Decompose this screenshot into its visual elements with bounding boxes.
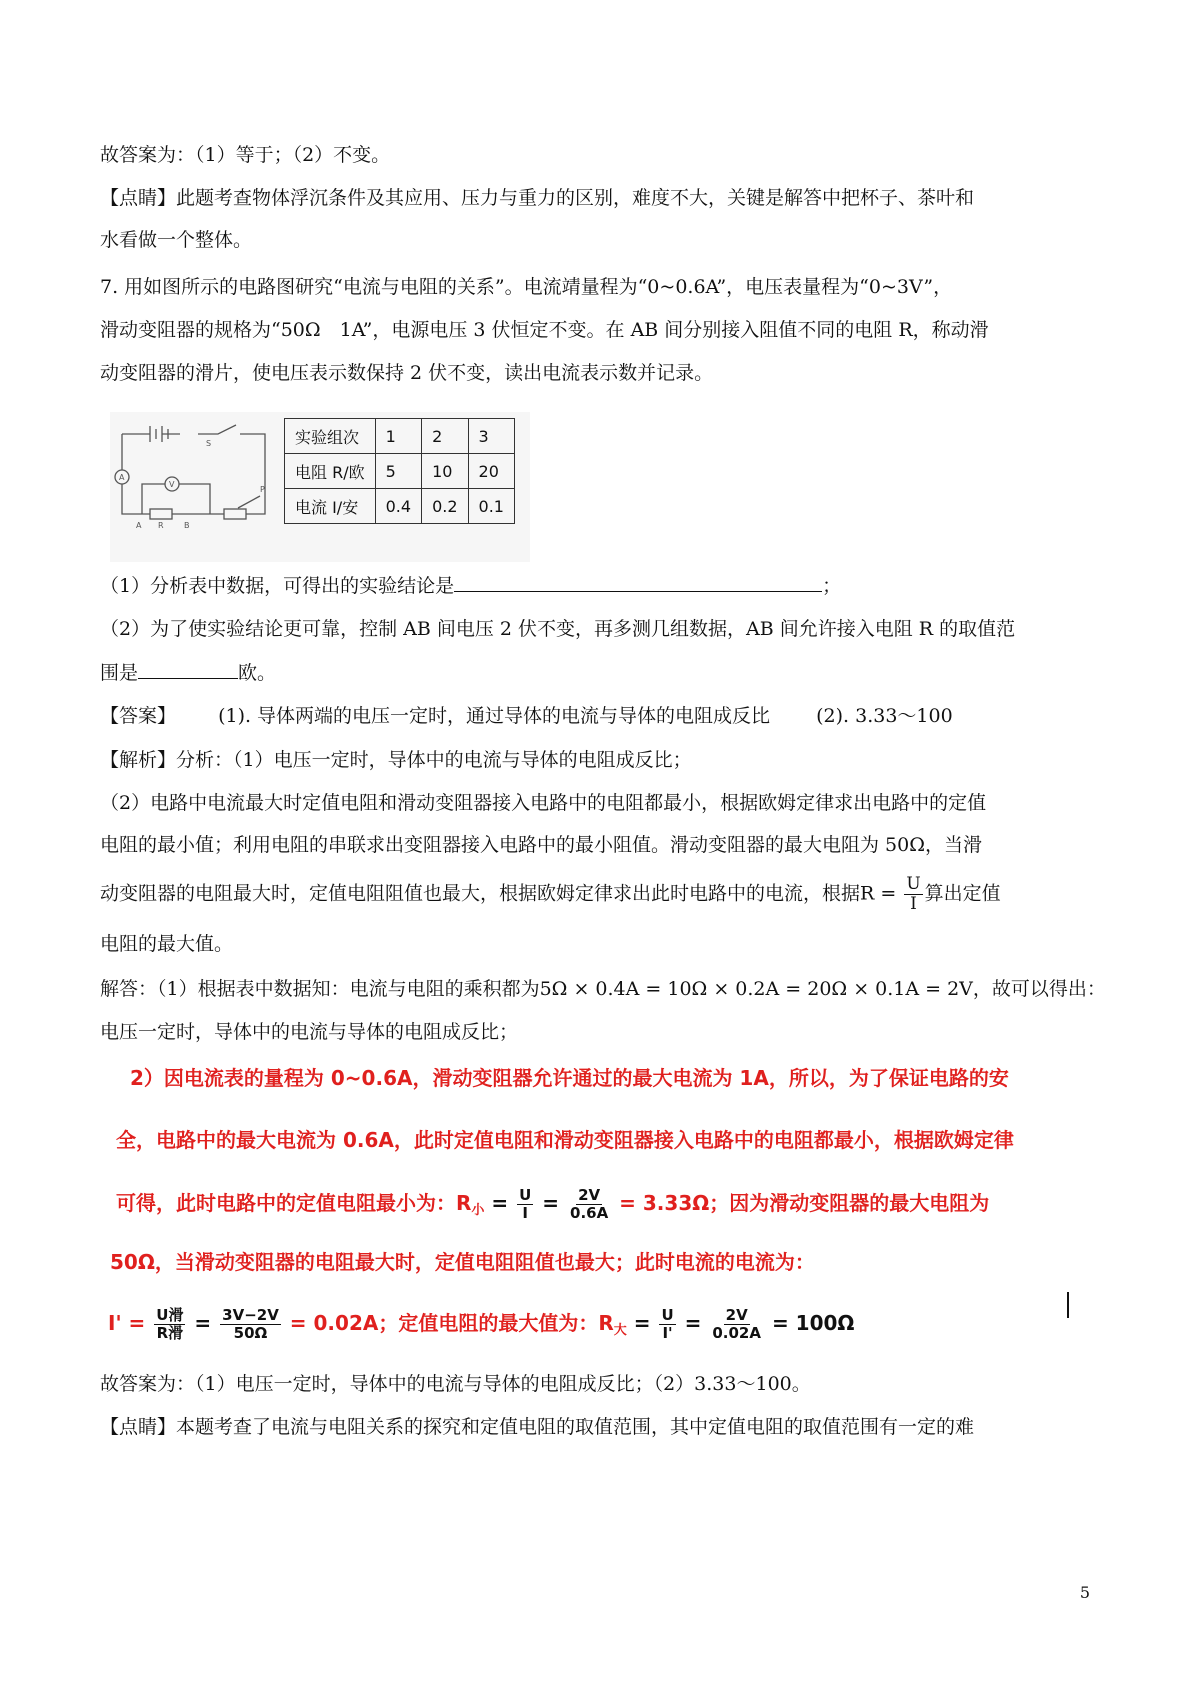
subquestion-1-text: （1）分析表中数据，可得出的实验结论是 <box>100 575 455 597</box>
red-line-5-sub: 大 <box>613 1323 627 1338</box>
subquestion-2-line-1: （2）为了使实验结论更可靠，控制 AB 间电压 2 伏不变，再多测几组数据，AB 间允许接入电阻 R 的取值范 <box>100 618 1016 640</box>
question-7-line-3: 动变阻器的滑片，使电压表示数保持 2 伏不变，读出电流表示数并记录。 <box>100 362 714 384</box>
slider-label: P <box>260 485 265 494</box>
red-line-5-pre: I' = <box>108 1311 146 1335</box>
fraction <box>659 1308 675 1341</box>
question-7-line-1: 7. 用如图所示的电路图研究“电流与电阻的关系”。电流靖量程为“0~0.6A”，电压表量程为“0~3V”， <box>100 276 953 298</box>
solution-line-2: 电压一定时，导体中的电流与导体的电阻成反比； <box>100 1021 519 1043</box>
fraction-denominator: I <box>522 1204 529 1222</box>
subquestion-2-pre: 围是 <box>100 662 139 684</box>
fraction <box>517 1188 533 1221</box>
page-number: 5 <box>1079 1583 1090 1602</box>
fraction-numerator: U <box>906 874 921 894</box>
answer-blank-2 <box>138 660 238 679</box>
red-line-3-sub: 小 <box>471 1203 485 1218</box>
table-cell: 0.2 <box>422 489 468 524</box>
fraction <box>220 1308 281 1341</box>
answer-blank-1 <box>454 573 822 592</box>
table-row <box>285 489 515 524</box>
analysis-line-4-text: 动变阻器的电阻最大时，定值电阻阻值也最大，根据欧姆定律求出此时电路中的电流，根据 <box>100 882 861 905</box>
ohm-formula-label: R = <box>860 882 897 905</box>
answer-line: 故答案为：（1）等于；（2）不变。 <box>100 144 391 166</box>
fraction <box>568 1188 610 1221</box>
fraction-numerator: 2V <box>725 1306 748 1324</box>
final-answer-line: 故答案为：（1）电压一定时，导体中的电流与导体的电阻成反比；（2）3.33～100。 <box>100 1373 811 1395</box>
answer-row <box>100 704 953 728</box>
fraction-numerator: 2V <box>578 1186 601 1204</box>
table-cell: 3 <box>468 419 514 454</box>
red-line-3-pre: 可得，此时电路中的定值电阻最小为：R <box>116 1191 472 1215</box>
answer-1: (1). 导体两端的电压一定时，通过导体的电流与导体的电阻成反比 <box>218 705 771 727</box>
fraction-denominator: 0.02A <box>712 1324 761 1342</box>
question-7-line-2: 滑动变阻器的规格为“50Ω 1A”，电源电压 3 伏恒定不变。在 AB 间分别接入阻值不同的电阻 R，称动滑 <box>100 319 989 341</box>
voltmeter-symbol: V <box>169 480 175 489</box>
red-solution-line-3: 可得，此时电路中的定值电阻最小为：$R_小$ = $\frac{U}{I}$ = $\frac{2V}{0.6A}$ = 3.33Ω；因为滑动变阻器的最大电阻为 <box>116 1186 990 1222</box>
red-solution-line-1: 2）因电流表的量程为 0~0.6A，滑动变阻器允许通过的最大电流为 1A，所以，为了保证电路的安 <box>130 1066 1009 1090</box>
analysis-line-1: 【解析】分析：（1）电压一定时，导体中的电流与导体的电阻成反比； <box>100 749 692 771</box>
red-solution-line-5: I' = $\frac{\text{U滑}}{\text{R滑}}$ = $\frac{3V-2V}{50\Omega}$ = 0.02A；定值电阻的最大值为：$R_大$ = $\frac{U}{I'}$ = $\frac{2V}{0.02A}$ = 100Ω <box>108 1306 855 1342</box>
table-row <box>285 454 515 489</box>
red-solution-line-2: 全，电路中的最大电流为 0.6A，此时定值电阻和滑动变阻器接入电路中的电阻都最小，根据欧姆定律 <box>116 1128 1014 1152</box>
table-cell: 0.1 <box>468 489 514 524</box>
analysis-line-4-end: 算出定值 <box>924 882 1001 905</box>
table-cell: 10 <box>422 454 468 489</box>
fraction <box>710 1308 763 1341</box>
subquestion-2-line-2 <box>100 660 276 685</box>
answer-label: 【答案】 <box>100 705 177 727</box>
fraction-denominator: 0.6A <box>570 1204 609 1222</box>
fraction-denominator: R滑 <box>156 1324 184 1342</box>
subquestion-1-end: ； <box>822 575 842 597</box>
analysis-line-3: 电阻的最小值；利用电阻的串联求出变阻器接入电路中的最小阻值。滑动变阻器的最大电阻为 50Ω，当滑 <box>100 834 982 856</box>
experiment-table <box>284 418 515 524</box>
fraction-numerator: U <box>661 1306 674 1324</box>
analysis-line-5: 电阻的最大值。 <box>100 933 234 955</box>
fraction <box>154 1308 185 1341</box>
ohm-fraction <box>904 876 922 913</box>
tip-line-1: 【点睛】此题考查物体浮沉条件及其应用、压力与重力的区别，难度不大，关键是解答中把杯子、茶叶和 <box>100 187 975 209</box>
fraction-denominator: 50Ω <box>233 1324 268 1342</box>
red-line-3-post: = 3.33Ω；因为滑动变阻器的最大电阻为 <box>619 1191 990 1215</box>
fraction-denominator: I <box>910 894 917 914</box>
table-cell: 5 <box>375 454 421 489</box>
answer-2: (2). 3.33～100 <box>816 705 953 727</box>
resistor-label: R <box>158 521 164 530</box>
fraction-numerator: 3V−2V <box>222 1306 279 1324</box>
table-row <box>285 419 515 454</box>
switch-label: S <box>206 439 212 448</box>
subquestion-2-post: 欧。 <box>238 662 277 684</box>
table-cell: 电流 I/安 <box>285 489 376 524</box>
circuit-diagram <box>110 420 280 540</box>
solution-line-1: 解答：（1）根据表中数据知：电流与电阻的乘积都为5Ω × 0.4A = 10Ω × 0.2A = 20Ω × 0.1A = 2V，故可以得出： <box>100 978 1106 1000</box>
ammeter-symbol: A <box>119 473 125 482</box>
table-cell: 20 <box>468 454 514 489</box>
node-a-label: A <box>136 521 142 530</box>
fraction-numerator: U滑 <box>156 1306 184 1324</box>
fraction-denominator: I' <box>662 1324 673 1342</box>
final-tip-line: 【点睛】本题考查了电流与电阻关系的探究和定值电阻的取值范围，其中定值电阻的取值范围有一定的难 <box>100 1416 975 1438</box>
fraction-numerator: U <box>519 1186 532 1204</box>
table-cell: 电阻 R/欧 <box>285 454 376 489</box>
red-solution-line-4: 50Ω，当滑动变阻器的电阻最大时，定值电阻阻值也最大；此时电流的电流为： <box>110 1250 815 1274</box>
table-cell: 0.4 <box>375 489 421 524</box>
subquestion-1 <box>100 573 841 598</box>
tip-line-2: 水看做一个整体。 <box>100 229 253 251</box>
analysis-line-2: （2）电路中电流最大时定值电阻和滑动变阻器接入电路中的电阻都最小，根据欧姆定律求出电路中的定值 <box>100 792 987 814</box>
text-cursor <box>1067 1292 1069 1318</box>
table-cell: 2 <box>422 419 468 454</box>
red-line-5-post: = 100Ω <box>771 1311 855 1335</box>
table-cell: 1 <box>375 419 421 454</box>
table-cell: 实验组次 <box>285 419 376 454</box>
node-b-label: B <box>184 521 190 530</box>
red-line-5-mid: = 0.02A；定值电阻的最大值为：R <box>289 1311 614 1335</box>
analysis-line-4 <box>100 876 1001 913</box>
